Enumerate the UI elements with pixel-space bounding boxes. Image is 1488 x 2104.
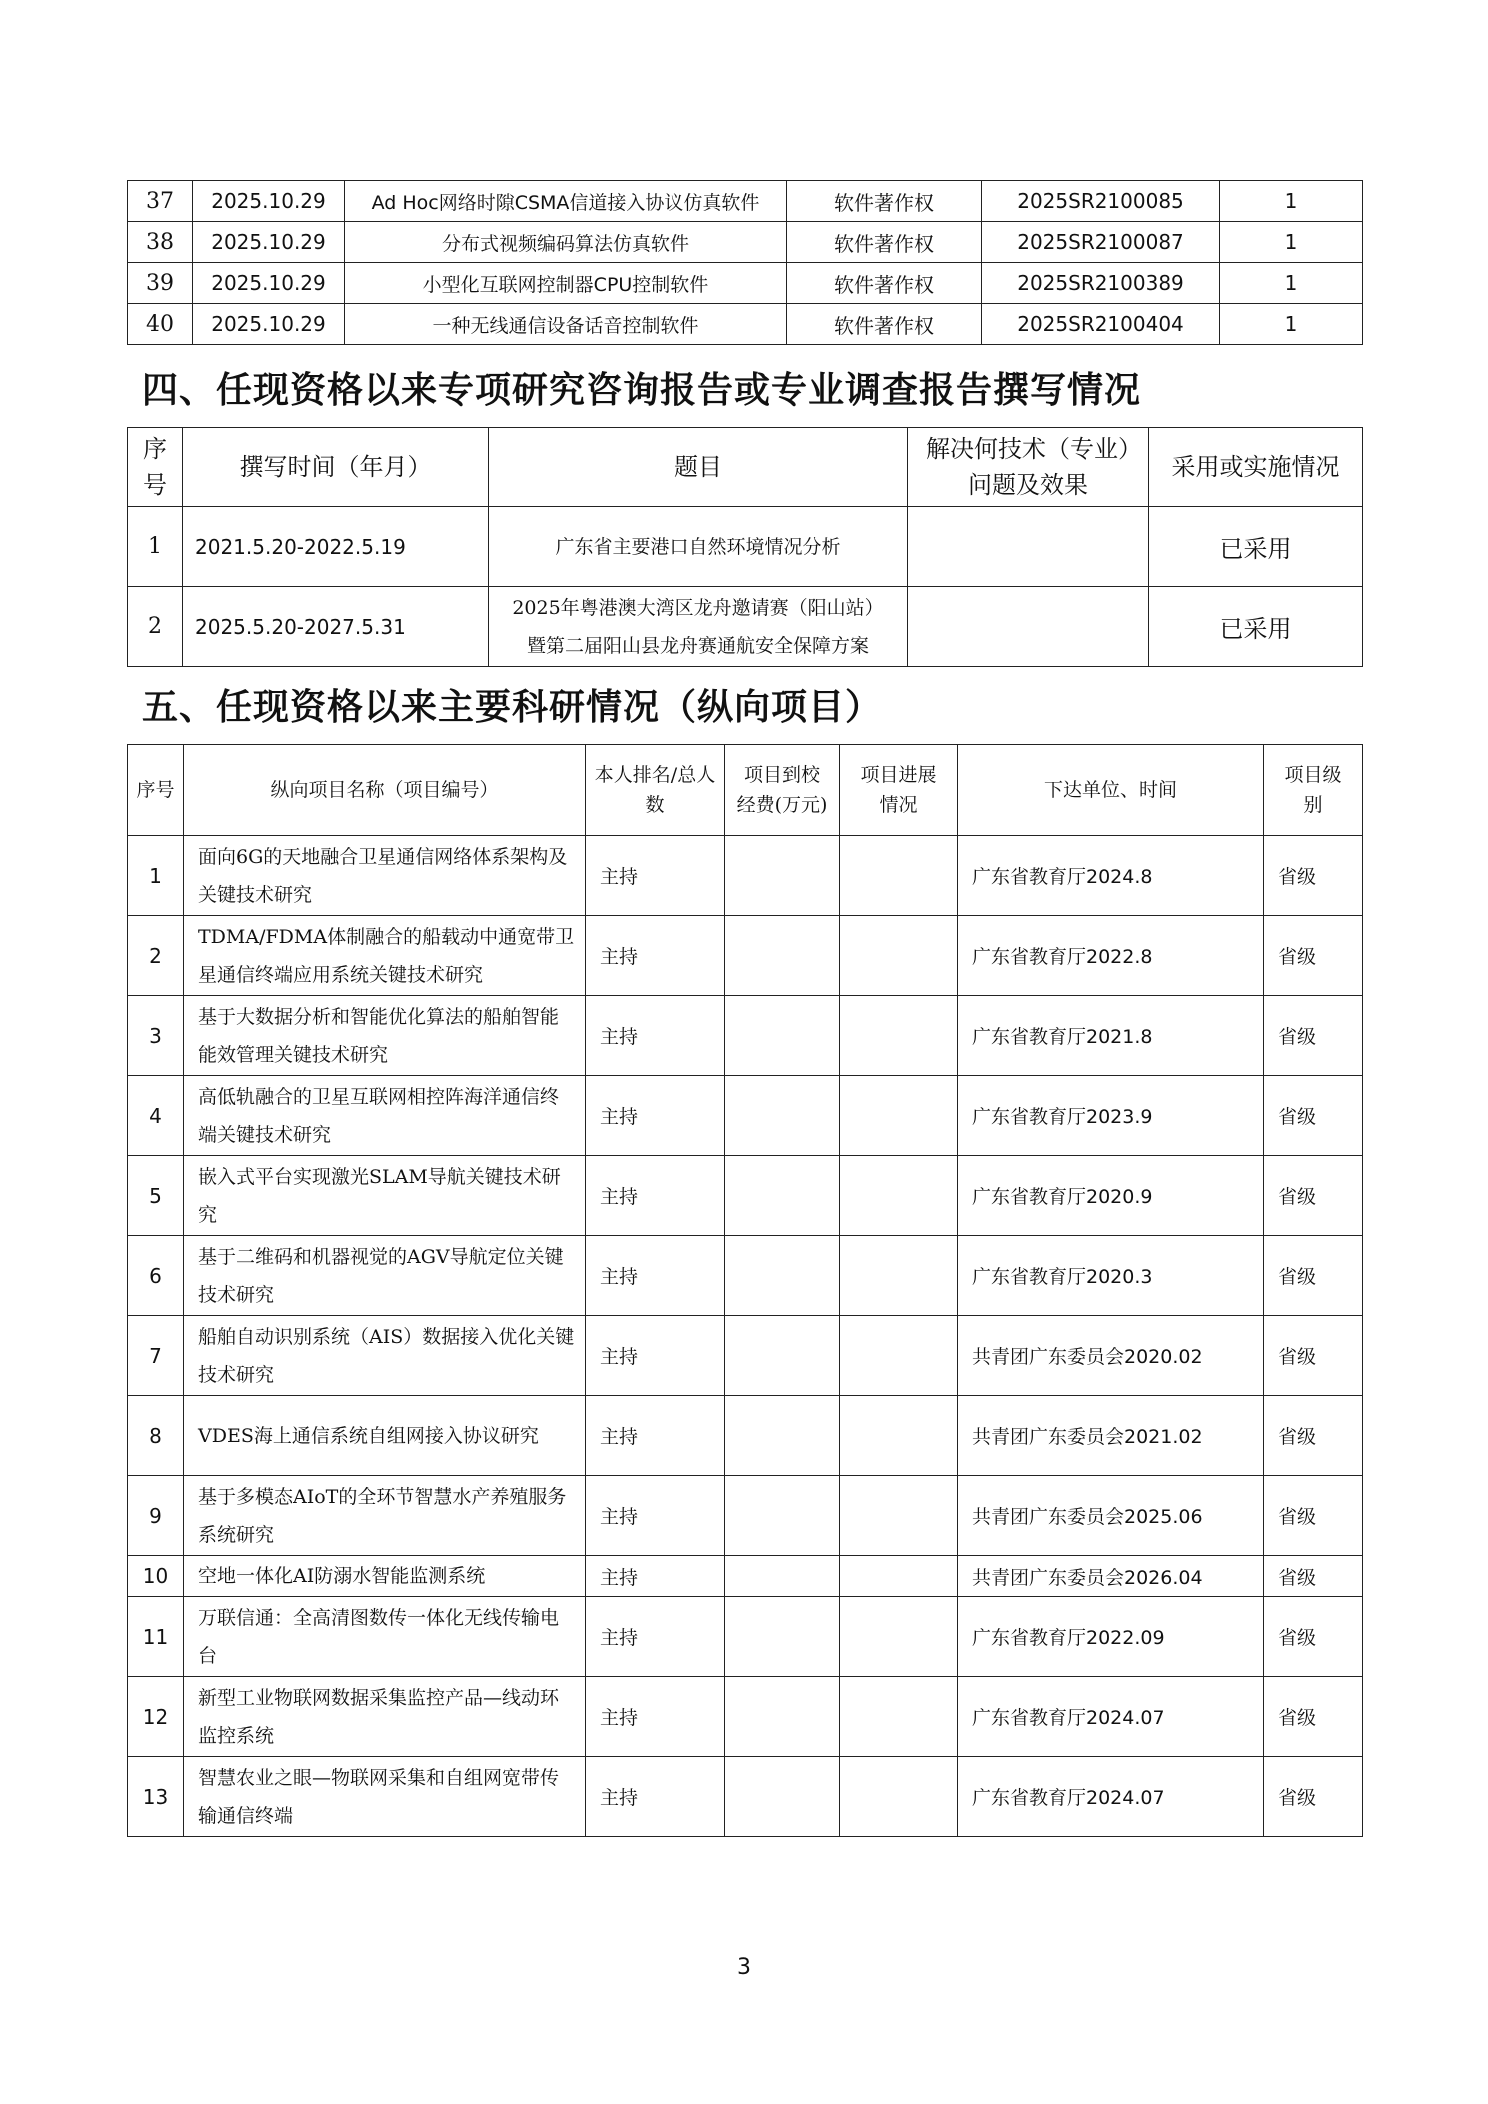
row-count: 1 bbox=[1220, 222, 1363, 263]
row-level: 省级 bbox=[1264, 1396, 1363, 1476]
row-date: 2025.10.29 bbox=[193, 304, 345, 345]
table-row bbox=[128, 507, 1363, 587]
row-rank: 主持 bbox=[586, 1396, 725, 1476]
row-date: 2025.10.29 bbox=[193, 181, 345, 222]
row-registration: 2025SR2100085 bbox=[982, 181, 1220, 222]
row-issuer: 共青团广东委员会2025.06 bbox=[958, 1476, 1264, 1556]
row-type: 软件著作权 bbox=[787, 304, 982, 345]
table-row bbox=[128, 836, 1363, 916]
row-issuer: 广东省教育厅2024.07 bbox=[958, 1677, 1264, 1757]
row-progress bbox=[840, 1757, 958, 1837]
row-name: Ad Hoc网络时隙CSMA信道接入协议仿真软件 bbox=[345, 181, 787, 222]
row-level: 省级 bbox=[1264, 1597, 1363, 1677]
row-progress bbox=[840, 836, 958, 916]
row-fund bbox=[725, 1156, 840, 1236]
header-no: 序号 bbox=[128, 745, 184, 836]
row-issuer: 广东省教育厅2020.3 bbox=[958, 1236, 1264, 1316]
row-issuer: 广东省教育厅2024.07 bbox=[958, 1757, 1264, 1837]
table-row bbox=[128, 1236, 1363, 1316]
row-number: 2 bbox=[128, 587, 183, 667]
row-name: 面向6G的天地融合卫星通信网络体系架构及关键技术研究 bbox=[184, 836, 586, 916]
row-number: 12 bbox=[128, 1677, 184, 1757]
row-rank: 主持 bbox=[586, 1476, 725, 1556]
row-time: 2025.5.20-2027.5.31 bbox=[183, 587, 489, 667]
row-adopt: 已采用 bbox=[1149, 587, 1363, 667]
row-rank: 主持 bbox=[586, 1236, 725, 1316]
row-issuer: 广东省教育厅2021.8 bbox=[958, 996, 1264, 1076]
row-issuer: 共青团广东委员会2020.02 bbox=[958, 1316, 1264, 1396]
row-progress bbox=[840, 1476, 958, 1556]
row-progress bbox=[840, 1076, 958, 1156]
section-4-heading: 四、任现资格以来专项研究咨询报告或专业调查报告撰写情况 bbox=[142, 369, 1142, 411]
row-number: 13 bbox=[128, 1757, 184, 1837]
row-rank: 主持 bbox=[586, 1757, 725, 1837]
row-progress bbox=[840, 1556, 958, 1597]
row-number: 40 bbox=[128, 304, 193, 345]
table-row bbox=[128, 222, 1363, 263]
table-row bbox=[128, 1556, 1363, 1597]
row-name: VDES海上通信系统自组网接入协议研究 bbox=[184, 1396, 586, 1476]
row-number: 3 bbox=[128, 996, 184, 1076]
row-date: 2025.10.29 bbox=[193, 263, 345, 304]
header-fund: 项目到校经费(万元) bbox=[725, 745, 840, 836]
row-registration: 2025SR2100404 bbox=[982, 304, 1220, 345]
row-level: 省级 bbox=[1264, 1236, 1363, 1316]
row-number: 5 bbox=[128, 1156, 184, 1236]
row-fund bbox=[725, 1476, 840, 1556]
header-rank: 本人排名/总人数 bbox=[586, 745, 725, 836]
row-level: 省级 bbox=[1264, 836, 1363, 916]
row-number: 8 bbox=[128, 1396, 184, 1476]
table-row bbox=[128, 263, 1363, 304]
table-row bbox=[128, 1597, 1363, 1677]
row-fund bbox=[725, 1556, 840, 1597]
row-number: 10 bbox=[128, 1556, 184, 1597]
row-number: 7 bbox=[128, 1316, 184, 1396]
header-issuer: 下达单位、时间 bbox=[958, 745, 1264, 836]
header-solve: 解决何技术（专业）问题及效果 bbox=[908, 428, 1149, 507]
row-level: 省级 bbox=[1264, 1156, 1363, 1236]
table-row bbox=[128, 1476, 1363, 1556]
row-name: TDMA/FDMA体制融合的船载动中通宽带卫星通信终端应用系统关键技术研究 bbox=[184, 916, 586, 996]
row-progress bbox=[840, 1236, 958, 1316]
row-rank: 主持 bbox=[586, 1076, 725, 1156]
row-rank: 主持 bbox=[586, 1677, 725, 1757]
row-fund bbox=[725, 836, 840, 916]
row-number: 11 bbox=[128, 1597, 184, 1677]
row-name: 基于多模态AIoT的全环节智慧水产养殖服务系统研究 bbox=[184, 1476, 586, 1556]
table-row bbox=[128, 1757, 1363, 1837]
row-name: 新型工业物联网数据采集监控产品—线动环监控系统 bbox=[184, 1677, 586, 1757]
table-row bbox=[128, 996, 1363, 1076]
row-fund bbox=[725, 916, 840, 996]
header-time: 撰写时间（年月） bbox=[183, 428, 489, 507]
row-name: 万联信通：全高清图数传一体化无线传输电台 bbox=[184, 1597, 586, 1677]
row-time: 2021.5.20-2022.5.19 bbox=[183, 507, 489, 587]
row-type: 软件著作权 bbox=[787, 222, 982, 263]
row-issuer: 广东省教育厅2020.9 bbox=[958, 1156, 1264, 1236]
row-level: 省级 bbox=[1264, 1556, 1363, 1597]
section-5-heading: 五、任现资格以来主要科研情况（纵向项目） bbox=[142, 686, 883, 728]
row-date: 2025.10.29 bbox=[193, 222, 345, 263]
row-progress bbox=[840, 1597, 958, 1677]
row-rank: 主持 bbox=[586, 1156, 725, 1236]
row-registration: 2025SR2100389 bbox=[982, 263, 1220, 304]
row-issuer: 广东省教育厅2024.8 bbox=[958, 836, 1264, 916]
row-count: 1 bbox=[1220, 181, 1363, 222]
row-type: 软件著作权 bbox=[787, 181, 982, 222]
row-level: 省级 bbox=[1264, 1076, 1363, 1156]
header-no: 序号 bbox=[128, 428, 183, 507]
header-progress: 项目进展情况 bbox=[840, 745, 958, 836]
row-rank: 主持 bbox=[586, 1597, 725, 1677]
row-title: 2025年粤港澳大湾区龙舟邀请赛（阳山站）暨第二届阳山县龙舟赛通航安全保障方案 bbox=[489, 587, 908, 667]
row-progress bbox=[840, 1396, 958, 1476]
row-number: 4 bbox=[128, 1076, 184, 1156]
row-level: 省级 bbox=[1264, 1677, 1363, 1757]
row-name: 嵌入式平台实现激光SLAM导航关键技术研究 bbox=[184, 1156, 586, 1236]
table-row bbox=[128, 1156, 1363, 1236]
row-registration: 2025SR2100087 bbox=[982, 222, 1220, 263]
table-row bbox=[128, 1316, 1363, 1396]
project-table bbox=[127, 744, 1363, 1837]
row-level: 省级 bbox=[1264, 1476, 1363, 1556]
row-fund bbox=[725, 1076, 840, 1156]
row-progress bbox=[840, 1316, 958, 1396]
row-number: 2 bbox=[128, 916, 184, 996]
row-progress bbox=[840, 916, 958, 996]
table-row bbox=[128, 181, 1363, 222]
row-progress bbox=[840, 1156, 958, 1236]
row-number: 1 bbox=[128, 507, 183, 587]
row-title: 广东省主要港口自然环境情况分析 bbox=[489, 507, 908, 587]
row-number: 39 bbox=[128, 263, 193, 304]
row-fund bbox=[725, 1597, 840, 1677]
row-number: 9 bbox=[128, 1476, 184, 1556]
row-name: 基于大数据分析和智能优化算法的船舶智能能效管理关键技术研究 bbox=[184, 996, 586, 1076]
row-number: 1 bbox=[128, 836, 184, 916]
row-number: 37 bbox=[128, 181, 193, 222]
row-name: 基于二维码和机器视觉的AGV导航定位关键技术研究 bbox=[184, 1236, 586, 1316]
row-fund bbox=[725, 1316, 840, 1396]
row-name: 小型化互联网控制器CPU控制软件 bbox=[345, 263, 787, 304]
row-adopt: 已采用 bbox=[1149, 507, 1363, 587]
table-row bbox=[128, 1396, 1363, 1476]
row-fund bbox=[725, 1677, 840, 1757]
row-solve bbox=[908, 587, 1149, 667]
row-fund bbox=[725, 1396, 840, 1476]
row-name: 船舶自动识别系统（AIS）数据接入优化关键技术研究 bbox=[184, 1316, 586, 1396]
table-row bbox=[128, 1677, 1363, 1757]
header-title: 题目 bbox=[489, 428, 908, 507]
row-issuer: 广东省教育厅2023.9 bbox=[958, 1076, 1264, 1156]
software-copyright-table bbox=[127, 180, 1363, 345]
row-name: 一种无线通信设备话音控制软件 bbox=[345, 304, 787, 345]
header-name: 纵向项目名称（项目编号） bbox=[184, 745, 586, 836]
row-rank: 主持 bbox=[586, 996, 725, 1076]
table-row bbox=[128, 916, 1363, 996]
row-rank: 主持 bbox=[586, 1556, 725, 1597]
row-name: 智慧农业之眼—物联网采集和自组网宽带传输通信终端 bbox=[184, 1757, 586, 1837]
row-count: 1 bbox=[1220, 304, 1363, 345]
row-name: 高低轨融合的卫星互联网相控阵海洋通信终端关键技术研究 bbox=[184, 1076, 586, 1156]
row-issuer: 广东省教育厅2022.8 bbox=[958, 916, 1264, 996]
row-fund bbox=[725, 1236, 840, 1316]
row-fund bbox=[725, 996, 840, 1076]
row-fund bbox=[725, 1757, 840, 1837]
row-name: 空地一体化AI防溺水智能监测系统 bbox=[184, 1556, 586, 1597]
header-adopt: 采用或实施情况 bbox=[1149, 428, 1363, 507]
table-row bbox=[128, 1076, 1363, 1156]
report-table-header bbox=[128, 428, 1363, 507]
header-level: 项目级别 bbox=[1264, 745, 1363, 836]
row-issuer: 广东省教育厅2022.09 bbox=[958, 1597, 1264, 1677]
row-level: 省级 bbox=[1264, 996, 1363, 1076]
table-row bbox=[128, 304, 1363, 345]
row-rank: 主持 bbox=[586, 916, 725, 996]
row-progress bbox=[840, 1677, 958, 1757]
row-rank: 主持 bbox=[586, 836, 725, 916]
row-type: 软件著作权 bbox=[787, 263, 982, 304]
row-issuer: 共青团广东委员会2021.02 bbox=[958, 1396, 1264, 1476]
row-level: 省级 bbox=[1264, 1316, 1363, 1396]
row-number: 38 bbox=[128, 222, 193, 263]
report-table bbox=[127, 427, 1363, 667]
project-table-header bbox=[128, 745, 1363, 836]
row-count: 1 bbox=[1220, 263, 1363, 304]
row-issuer: 共青团广东委员会2026.04 bbox=[958, 1556, 1264, 1597]
row-solve bbox=[908, 507, 1149, 587]
table-row bbox=[128, 587, 1363, 667]
row-name: 分布式视频编码算法仿真软件 bbox=[345, 222, 787, 263]
row-level: 省级 bbox=[1264, 1757, 1363, 1837]
page-number: 3 bbox=[737, 1955, 751, 1980]
row-rank: 主持 bbox=[586, 1316, 725, 1396]
row-number: 6 bbox=[128, 1236, 184, 1316]
row-progress bbox=[840, 996, 958, 1076]
row-level: 省级 bbox=[1264, 916, 1363, 996]
